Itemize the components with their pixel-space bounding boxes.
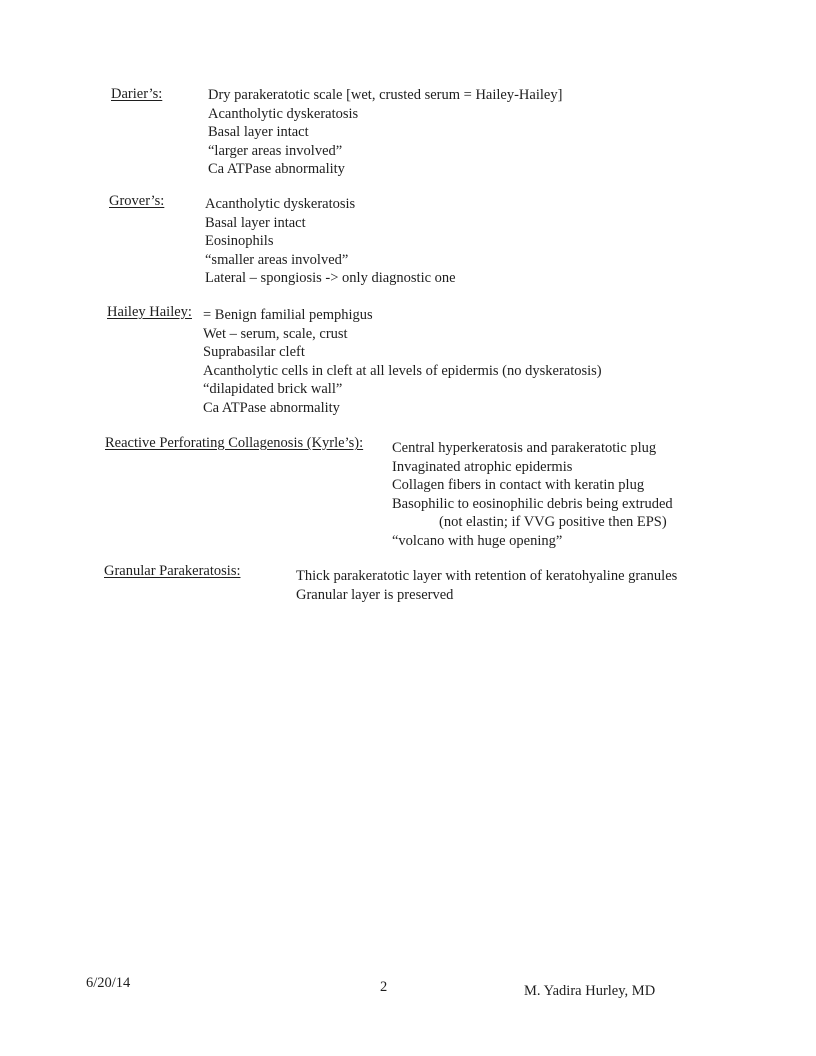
term-description bbox=[203, 306, 602, 417]
description-line: = Benign familial pemphigus bbox=[203, 307, 373, 323]
description-line: “smaller areas involved” bbox=[205, 251, 349, 268]
description-line: Dry parakeratotic scale [wet, crusted serum = Hailey-Hailey] bbox=[208, 87, 563, 103]
term-heading: Reactive Perforating Collagenosis (Kyrle’s): bbox=[105, 435, 364, 451]
term-heading: Darier’s: bbox=[111, 86, 163, 102]
description-line: Ca ATPase abnormality bbox=[208, 161, 345, 177]
description-line: Basal layer intact bbox=[205, 214, 306, 231]
footer-date: 6/20/14 bbox=[86, 975, 131, 991]
description-line: Ca ATPase abnormality bbox=[203, 399, 340, 416]
description-line: Acantholytic dyskeratosis bbox=[208, 105, 359, 122]
description-line: Thick parakeratotic layer with retention of keratohyaline granules bbox=[296, 568, 678, 584]
description-line: Suprabasilar cleft bbox=[203, 344, 305, 360]
term-heading: Granular Parakeratosis: bbox=[104, 563, 241, 579]
description-line: Basal layer intact bbox=[208, 124, 309, 140]
description-line: Wet – serum, scale, crust bbox=[203, 325, 348, 342]
description-line: (not elastin; if VVG positive then EPS) bbox=[439, 514, 667, 530]
term-heading: Hailey Hailey: bbox=[107, 304, 192, 320]
description-line: Acantholytic cells in cleft at all levels of epidermis (no dyskeratosis) bbox=[203, 362, 602, 379]
description-line: Acantholytic dyskeratosis bbox=[205, 196, 356, 212]
description-line: “dilapidated brick wall” bbox=[203, 381, 343, 397]
description-line: “larger areas involved” bbox=[208, 142, 343, 159]
term-description bbox=[208, 86, 562, 179]
description-line: Invaginated atrophic epidermis bbox=[392, 458, 573, 475]
term-description bbox=[392, 439, 673, 550]
term-heading: Grover’s: bbox=[109, 193, 165, 209]
term-description bbox=[205, 195, 456, 288]
description-line: “volcano with huge opening” bbox=[392, 532, 563, 549]
description-line: Collagen fibers in contact with keratin plug bbox=[392, 477, 645, 493]
description-line: Eosinophils bbox=[205, 233, 274, 249]
description-line: Granular layer is preserved bbox=[296, 586, 454, 603]
description-line: Lateral – spongiosis -> only diagnostic one bbox=[205, 270, 456, 286]
footer-author: M. Yadira Hurley, MD bbox=[524, 983, 656, 999]
term-description bbox=[296, 567, 677, 604]
page-number: 2 bbox=[380, 979, 388, 995]
description-line: Central hyperkeratosis and parakeratotic plug bbox=[392, 440, 657, 456]
description-line: Basophilic to eosinophilic debris being extruded bbox=[392, 495, 673, 512]
